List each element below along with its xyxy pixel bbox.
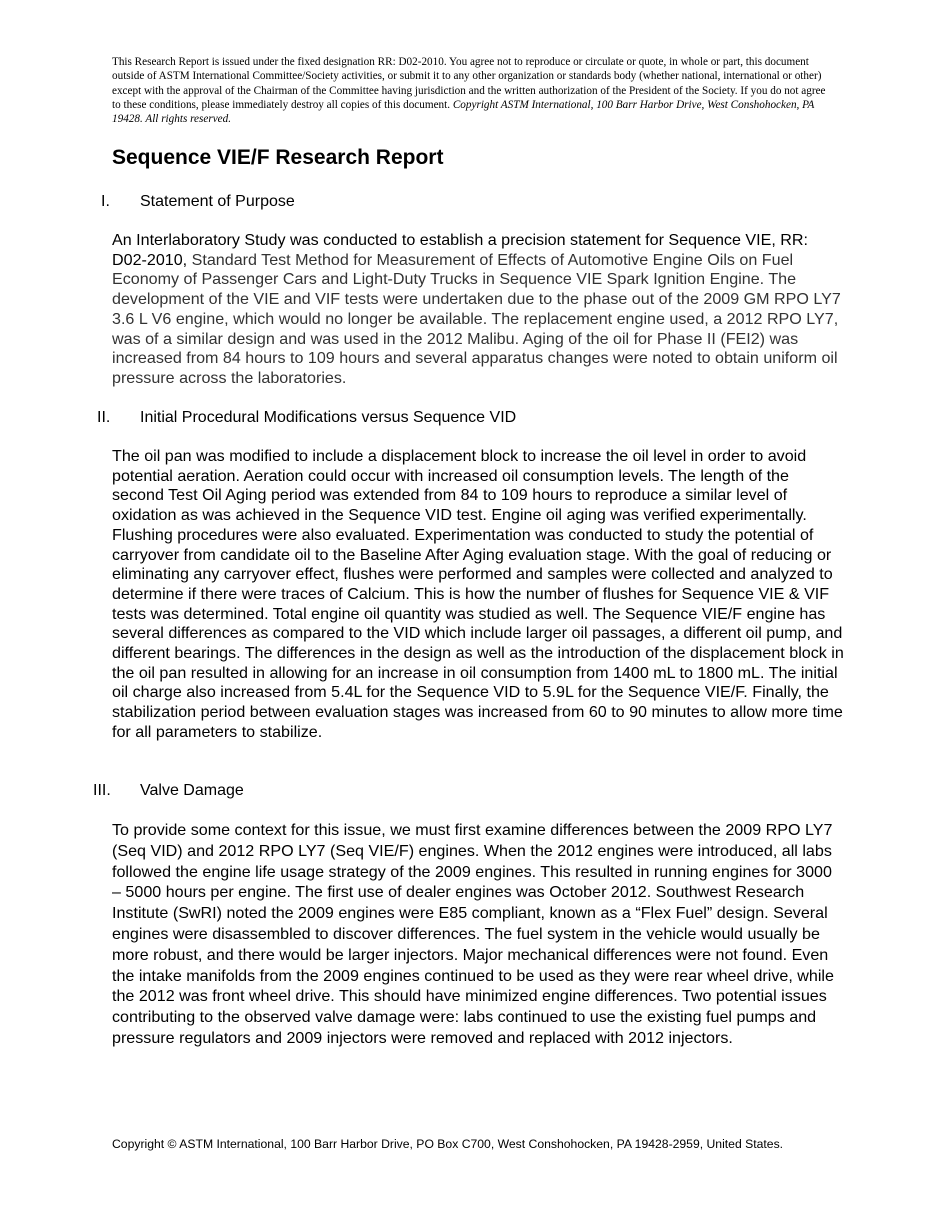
copyright-notice <box>112 55 834 126</box>
section-paragraph-1 <box>112 231 844 389</box>
section-numeral: I. <box>101 193 110 210</box>
section-numeral: II. <box>97 409 111 426</box>
section-paragraph-3: To provide some context for this issue, we must first examine differences between the 2009 RPO LY7 (Seq VID) and 2012 RPO LY7 (Seq VIE/F) engines. When the 2012 engines were introduced, all labs followed the engine life usage strategy of the 2009 engines. This resulted in running engines for 3000 – 5000 hours per engine. The first use of dealer engines was October 2012. Southwest Research Institute (SwRI) noted the 2009 engines were E85 compliant, known as a “Flex Fuel” design. Several engines were disassembled to discover differences. The fuel system in the vehicle would usually be more robust, and there would be larger injectors. Major mechanical differences were not found. Even the intake manifolds from the 2009 engines continued to be used as they were rear wheel drive, while the 2012 was front wheel drive. This should have minimized engine differences. Two potential issues contributing to the observed valve damage were: labs continued to use the existing fuel pumps and pressure regulators and 2009 injectors were removed and replaced with 2012 injectors. <box>112 821 834 1047</box>
section-paragraph-2: The oil pan was modified to include a displacement block to increase the oil level in order to avoid potential aeration. Aeration could occur with increased oil consumption levels. The length of the second Test Oil Aging period was extended from 84 to 109 hours to reproduce a similar level of oxidation as was achieved in the Sequence VID test. Engine oil aging was verified experimentally. Flushing procedures were also evaluated. Experimentation was conducted to study the potential of carryover from candidate oil to the Baseline After Aging evaluation stage. With the goal of reducing or eliminating any carryover effect, flushes were performed and samples were collected and analyzed to determine if there were traces of Calcium. This is how the number of flushes for Sequence VIE & VIF tests was determined. Total engine oil quantity was studied as well. The Sequence VIE/F engine has several differences as compared to the VID which include larger oil passages, a different oil pump, and different bearings. The differences in the design as well as the introduction of the displacement block in the oil pan resulted in allowing for an increase in oil consumption from 1400 mL to 1800 mL. The initial oil charge also increased from 5.4L for the Sequence VID to 5.9L for the Sequence VIE/F. Finally, the stabilization period between evaluation stages was increased from 60 to 90 minutes to allow more time for all parameters to stabilize. <box>112 447 844 741</box>
notice-copyright: Copyright ASTM International, 100 Barr Harbor Drive, West Conshohocken, PA 19428. All rights reserved. <box>112 98 815 126</box>
section-numeral: III. <box>93 782 111 799</box>
page-footer: Copyright © ASTM International, 100 Barr Harbor Drive, PO Box C700, West Conshohocken, PA 19428-2959, United States. <box>112 1137 784 1151</box>
paragraph-lead: An Interlaboratory Study was conducted to establish a precision statement for Sequence VIE, RR: D02-2010, <box>112 231 808 269</box>
section-title: Valve Damage <box>140 782 244 799</box>
paragraph-rest: Standard Test Method for Measurement of Effects of Automotive Engine Oils on Fuel Economy of Passenger Cars and Light-Duty Trucks in Sequence VIE Spark Ignition Engine. The development of the VIE and VIF tests were undertaken due to the phase out of the 2009 GM RPO LY7 3.6 L V6 engine, which would no longer be available. The replacement engine used, a 2012 RPO LY7, was of a similar design and was used in the 2012 Malibu. Aging of the oil for Phase II (FEI2) was increased from 84 hours to 109 hours and several apparatus changes were noted to obtain uniform oil pressure across the laboratories. <box>112 250 841 387</box>
section-title: Initial Procedural Modifications versus Sequence VID <box>140 409 517 426</box>
page-title: Sequence VIE/F Research Report <box>112 146 444 169</box>
notice-text: This Research Report is issued under the fixed designation RR: D02-2010. You agree not to reproduce or circulate or quote, in whole or part, this document outside of ASTM International Committee/Society activities, or submit it to any other organization or standards body (whether national, international or other) except with the approval of the Chairman of the Committee having jurisdiction and the written authorization of the President of the Society. If you do not agree to these conditions, please immediately destroy all copies of this document. <box>112 56 826 111</box>
section-title: Statement of Purpose <box>140 193 295 210</box>
